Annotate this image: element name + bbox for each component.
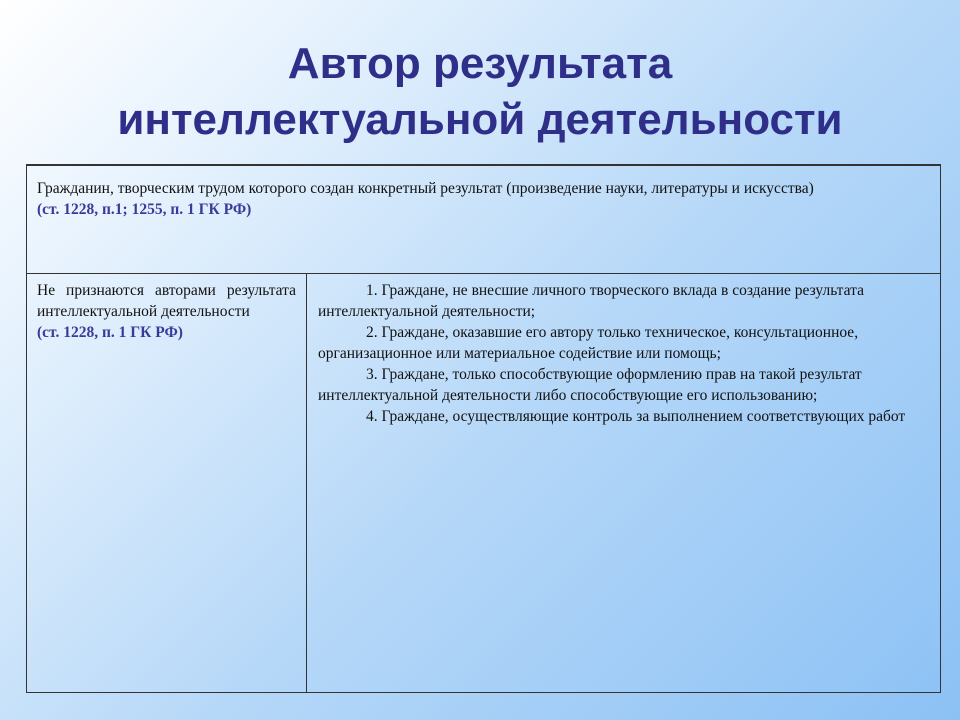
list-item: 3. Граждане, только способствующие оформлению прав на такой результат интеллектуальной деятельности либо способствующие его использованию; bbox=[318, 366, 862, 404]
non-authors-list-cell bbox=[308, 274, 940, 693]
list-item: 1. Граждане, не внесшие личного творческого вклада в создание результата интеллектуальной деятельности; bbox=[318, 282, 864, 320]
list-item: 4. Граждане, осуществляющие контроль за выполнением соответствующих работ bbox=[366, 408, 906, 425]
table-row-non-authors bbox=[27, 274, 940, 693]
list-item: 2. Граждане, оказавшие его автору только техническое, консультационное, организационное или материальное содействие или помощь; bbox=[318, 324, 859, 362]
non-authors-reference: (ст. 1228, п. 1 ГК РФ) bbox=[37, 324, 183, 341]
author-table bbox=[26, 164, 941, 693]
citizen-definition: Гражданин, творческим трудом которого создан конкретный результат (произведение науки, литературы и искусства) bbox=[37, 180, 814, 197]
title-line-2: интеллектуальной деятельности bbox=[117, 95, 843, 144]
citizen-reference: (ст. 1228, п.1; 1255, п. 1 ГК РФ) bbox=[37, 201, 252, 218]
slide-title bbox=[0, 36, 960, 148]
table-row-citizen bbox=[27, 166, 940, 274]
non-authors-label-cell bbox=[27, 274, 307, 693]
title-line-1: Автор результата bbox=[287, 39, 673, 88]
non-authors-label: Не признаются авторами результата интеллектуальной деятельности bbox=[37, 282, 296, 320]
